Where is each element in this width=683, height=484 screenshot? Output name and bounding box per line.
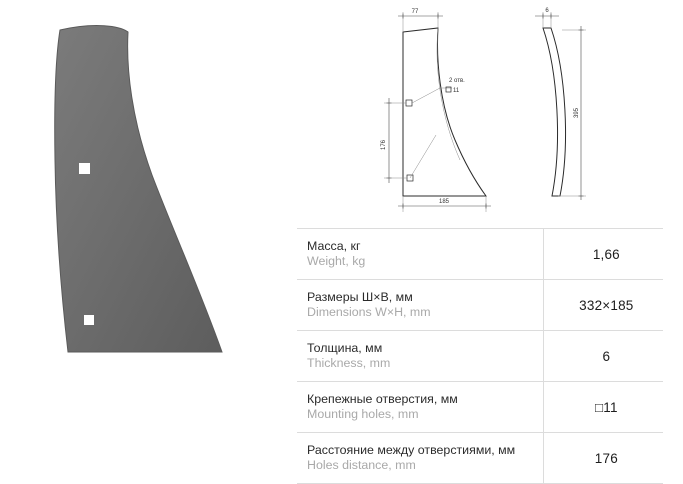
spec-label-en: Holes distance, mm xyxy=(307,458,416,472)
specifications-table xyxy=(297,228,663,484)
spec-label-ru: Крепежные отверстия, мм xyxy=(307,392,458,406)
table-row xyxy=(297,433,663,484)
spec-label-ru: Размеры Ш×В, мм xyxy=(307,290,413,304)
mounting-hole-lower xyxy=(84,315,94,325)
spec-label-ru: Толщина, мм xyxy=(307,341,383,355)
spec-label-en: Mounting holes, mm xyxy=(307,407,419,421)
side-view-outline xyxy=(543,28,566,196)
spec-label-en: Dimensions W×H, mm xyxy=(307,305,431,319)
side-view xyxy=(535,8,586,200)
table-row xyxy=(297,280,663,331)
blade-body xyxy=(55,26,222,352)
hole-note-count: 2 отв. xyxy=(449,78,465,84)
specifications-body xyxy=(297,229,663,484)
spec-label-cell xyxy=(297,433,543,484)
table-row xyxy=(297,229,663,280)
spec-value: 1,66 xyxy=(592,246,620,262)
front-view xyxy=(381,9,491,212)
spec-value: □11 xyxy=(594,399,618,415)
front-hole-upper xyxy=(406,100,412,106)
hole-note-size: 11 xyxy=(453,88,460,94)
spec-value: 332×185 xyxy=(579,297,634,313)
dim-hole-spacing: 176 xyxy=(381,139,387,151)
spec-label-ru: Масса, кг xyxy=(307,239,361,253)
spec-label-ru: Расстояние между отверстиями, мм xyxy=(307,443,516,457)
product-illustration xyxy=(0,0,290,455)
spec-label-en: Thickness, mm xyxy=(307,356,391,370)
technical-drawing xyxy=(290,0,683,225)
spec-label-cell xyxy=(297,382,543,433)
spec-label-en: Weight, kg xyxy=(307,254,366,268)
spec-label-cell xyxy=(297,331,543,382)
mounting-hole-upper xyxy=(79,163,90,174)
table-row xyxy=(297,382,663,433)
table-row xyxy=(297,331,663,382)
spec-value: 6 xyxy=(602,348,611,364)
dim-thickness: 6 xyxy=(545,8,549,14)
dim-top-width: 77 xyxy=(411,9,419,15)
front-view-outline xyxy=(403,28,486,196)
product-photo xyxy=(0,0,290,455)
dim-bottom-width: 185 xyxy=(438,199,450,205)
spec-value: 176 xyxy=(594,450,618,466)
spec-label-cell xyxy=(297,229,543,280)
dim-height: 395 xyxy=(574,107,580,119)
spec-label-cell xyxy=(297,280,543,331)
